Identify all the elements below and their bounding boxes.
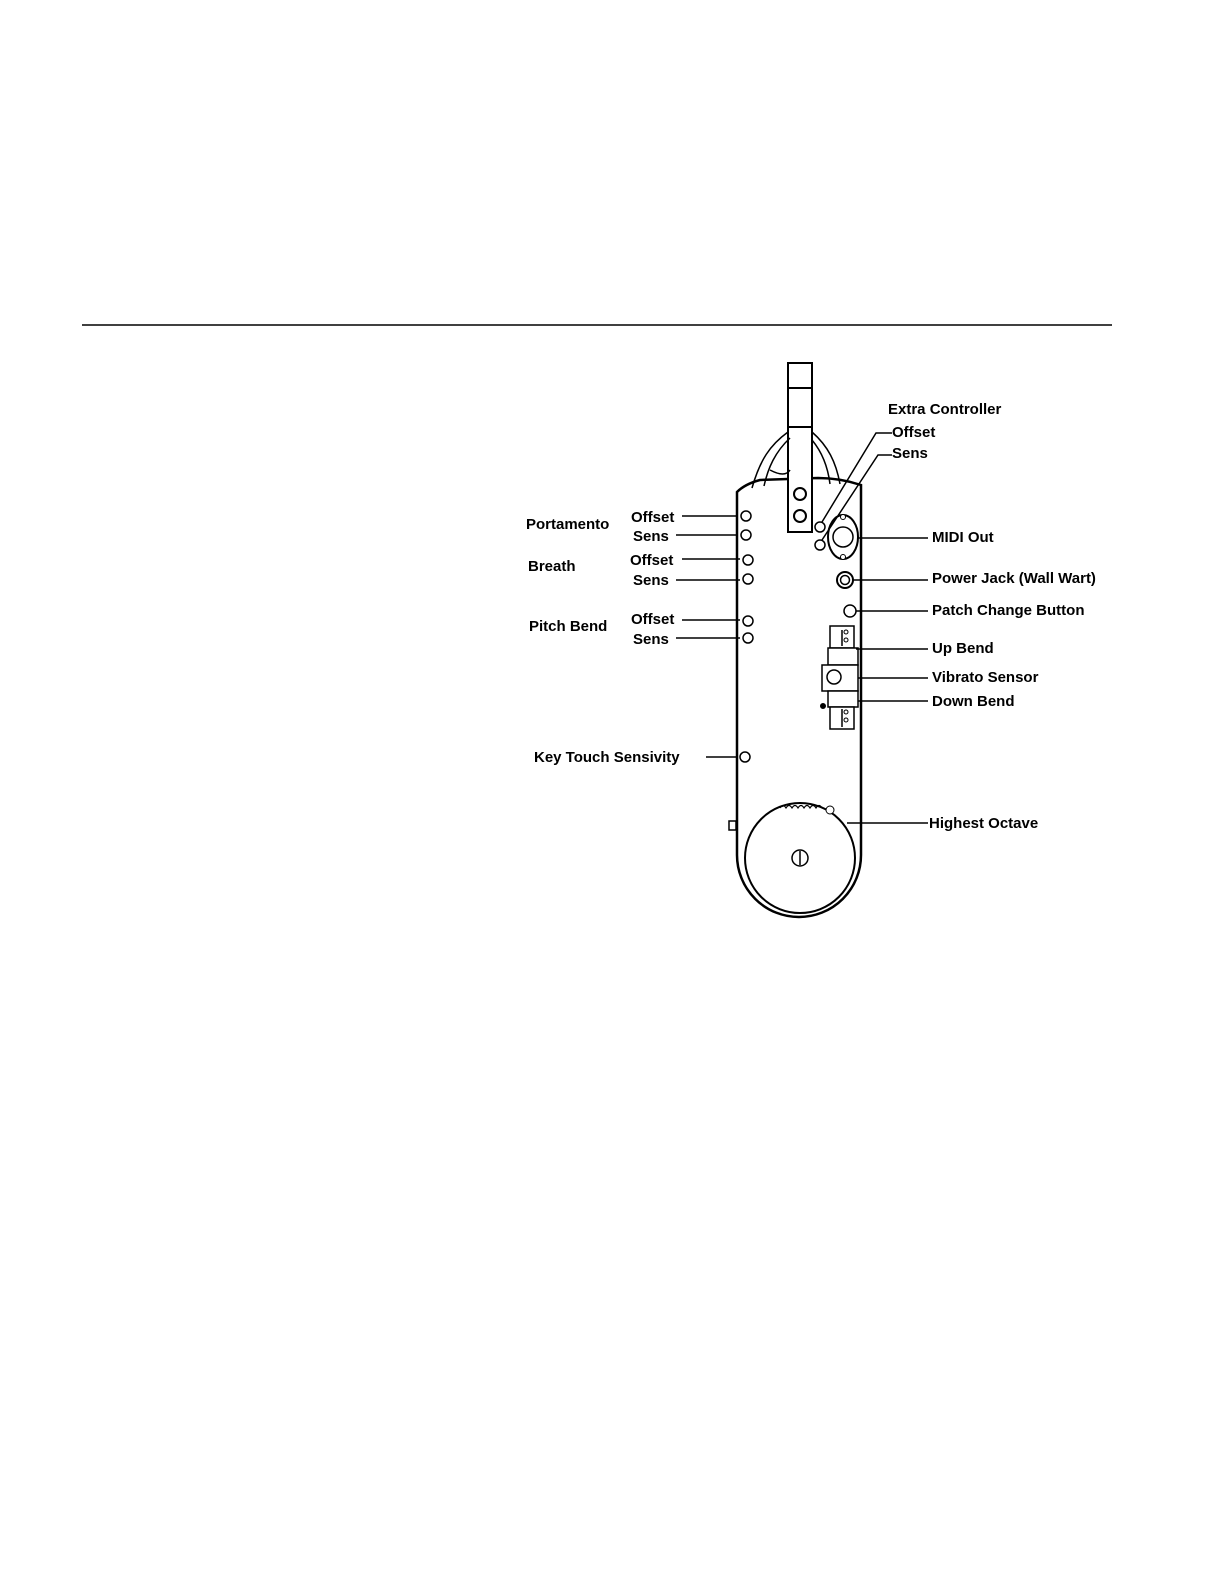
- label-up-bend: Up Bend: [932, 640, 994, 657]
- label-portamento-sens: Sens: [633, 528, 669, 545]
- extra-offset-knob[interactable]: [815, 522, 825, 532]
- key-touch-knob[interactable]: [740, 752, 750, 762]
- breath-sens-knob[interactable]: [743, 574, 753, 584]
- label-extra-offset: Offset: [892, 424, 936, 441]
- label-power-jack: Power Jack (Wall Wart): [932, 570, 1096, 587]
- side-tab: [729, 821, 736, 830]
- label-breath-sens: Sens: [633, 572, 669, 589]
- label-pitch-sens: Sens: [633, 631, 669, 648]
- neck-hole-bottom: [794, 510, 806, 522]
- label-highest-octave: Highest Octave: [929, 815, 1039, 832]
- breath-offset-knob[interactable]: [743, 555, 753, 565]
- patch-change-button[interactable]: [844, 605, 856, 617]
- label-midi-out: MIDI Out: [932, 529, 994, 546]
- vibrato-sensor[interactable]: [827, 670, 841, 684]
- label-breath: Breath: [528, 558, 576, 575]
- label-pitch-offset: Offset: [631, 611, 675, 628]
- label-portamento: Portamento: [526, 516, 610, 533]
- extra-sens-knob[interactable]: [815, 540, 825, 550]
- label-patch-change: Patch Change Button: [932, 602, 1085, 619]
- label-down-bend: Down Bend: [932, 693, 1015, 710]
- label-vibrato-sensor: Vibrato Sensor: [932, 669, 1039, 686]
- portamento-sens-knob[interactable]: [741, 530, 751, 540]
- label-key-touch: Key Touch Sensivity: [534, 749, 680, 766]
- label-extra-controller: Extra Controller: [888, 401, 1002, 418]
- portamento-offset-knob[interactable]: [741, 511, 751, 521]
- pitch-offset-knob[interactable]: [743, 616, 753, 626]
- highest-octave-wheel[interactable]: [745, 803, 855, 913]
- label-pitch-bend: Pitch Bend: [529, 618, 608, 635]
- midi-out-jack[interactable]: [828, 515, 858, 560]
- label-breath-offset: Offset: [630, 552, 674, 569]
- label-portamento-offset: Offset: [631, 509, 675, 526]
- neck-hole-top: [794, 488, 806, 500]
- label-extra-sens: Sens: [892, 445, 928, 462]
- power-jack[interactable]: [837, 572, 853, 588]
- pitch-sens-knob[interactable]: [743, 633, 753, 643]
